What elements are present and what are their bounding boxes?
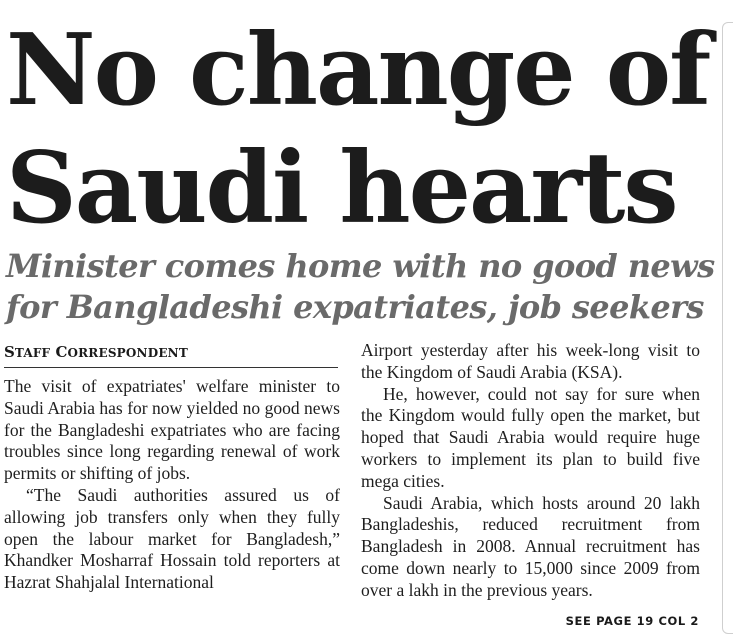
adjacent-column-frame bbox=[722, 22, 733, 634]
headline bbox=[6, 12, 721, 248]
byline-initial-1: S bbox=[4, 343, 15, 361]
paragraph: The visit of expatriates' welfare minister to Saudi Arabia has for now yielded no good news for the Bangladeshi expatriates who are facing troubles since long regarding renewal of work permits or shifting of jobs. bbox=[4, 376, 340, 484]
subheadline-line-2: for Bangladeshi expatriates, job seekers bbox=[6, 288, 704, 326]
article-column-left bbox=[4, 376, 340, 594]
byline-initial-2: C bbox=[55, 343, 68, 361]
byline bbox=[4, 342, 338, 368]
headline-line-1: No change of bbox=[6, 13, 710, 128]
subheadline-line-1: Minister comes home with no good news bbox=[6, 247, 715, 285]
continued-on-page-note: SEE PAGE 19 COL 2 bbox=[565, 614, 699, 628]
paragraph: Saudi Arabia, which hosts around 20 lakh Bangladeshis, reduced recruitment from Bangladesh in 2008. Annual recruitment has come down nearly to 15,000 since 2009 from over a lakh in the previous years. bbox=[361, 492, 700, 600]
headline-line-2: Saudi hearts bbox=[6, 131, 677, 246]
subheadline bbox=[6, 246, 721, 328]
article-column-right bbox=[361, 340, 700, 602]
paragraph: Airport yesterday after his week-long visit to the Kingdom of Saudi Arabia (KSA). bbox=[361, 340, 700, 382]
byline-word-1: TAFF bbox=[14, 346, 51, 360]
byline-word-2: ORRESPONDENT bbox=[67, 346, 188, 360]
paragraph: He, however, could not say for sure when the Kingdom would fully open the market, but hoped that Saudi Arabia would require huge workers to implement its plan to build five mega cities. bbox=[361, 383, 700, 491]
paragraph: “The Saudi authorities assured us of allowing job transfers only when they fully open the labour market for Bangladesh,” Khandker Mosharraf Hossain told reporters at Hazrat Shahjalal International bbox=[4, 484, 340, 593]
